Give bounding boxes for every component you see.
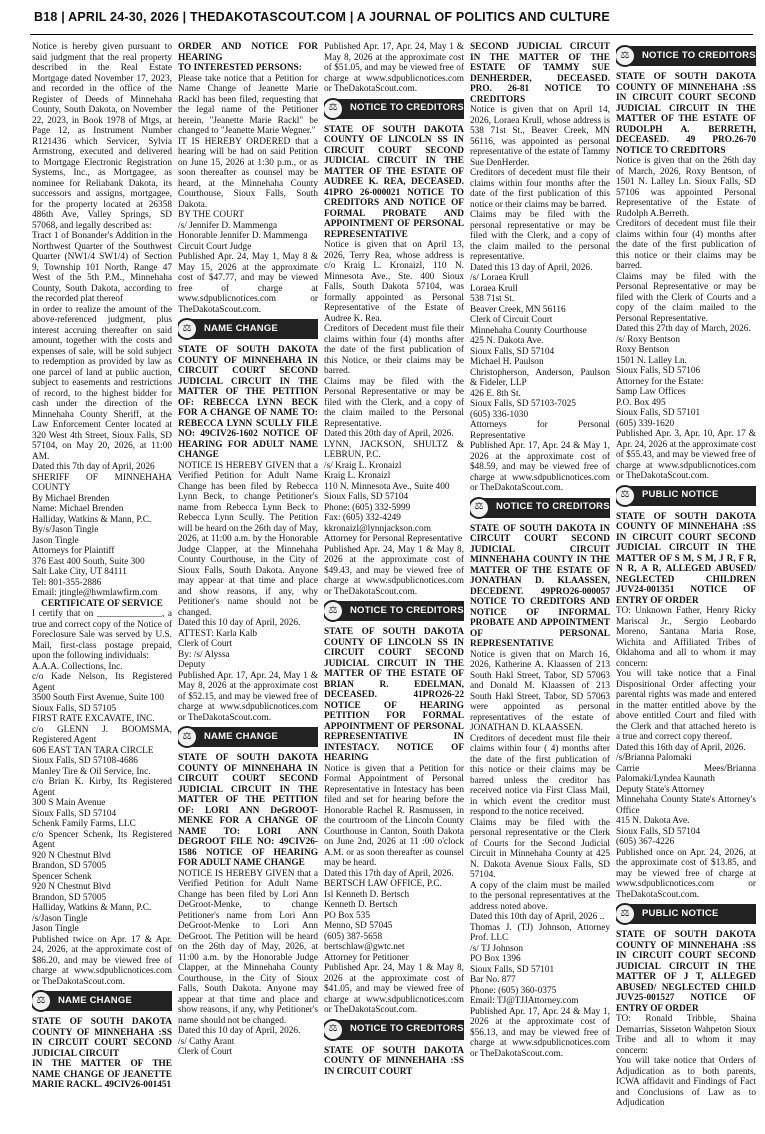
notice-paragraph: By/s/Jason Tingle bbox=[32, 525, 99, 535]
notice-paragraph: Phone: (605) 360-0375 bbox=[470, 985, 557, 996]
notice-paragraph: Sioux Falls, SD 57104 bbox=[616, 826, 701, 837]
notice-paragraph: Email: jtingle@hwmlawfirm.com bbox=[32, 588, 158, 598]
notice-paragraph: NOTICE IS HEREBY GIVEN that a Verified Petition for Adult Name Change has been filed by Rebecca Lynn Beck, to change Petitioner's name from Rebecca Lynn Beck to Rebecca Lynn Scully. The Petition will be heard on the 26th day of May, 2026, at 11:00 a.m. by the Honorable Judge Clapper, at the Minnehaha County Courthouse, in the City of Sioux Falls, South Dakota. Anyone may appear at that time and place and show reasons, if any, why Petitioner's name should not be changed. bbox=[178, 460, 318, 618]
scales-of-justice-icon: ⚖ bbox=[616, 45, 636, 67]
notice-paragraph: Thomas J. (TJ) Johnson, Attorney Prof. LLC bbox=[470, 922, 610, 943]
notice-paragraph: Published Apr. 17, Apr. 24, May 1 & May 8, 2026 at the approximate cost of $51.05, and may be viewed free of charge at www.sdpublicnotices.com or TheDakotaScout.com. bbox=[324, 42, 464, 94]
notice-paragraph: /s/Jason Tingle bbox=[32, 913, 88, 924]
notice-paragraph: Clerk of Court bbox=[178, 639, 233, 649]
notice-paragraph: Brandon, SD 57005 bbox=[32, 861, 107, 871]
notice-paragraph: Sioux Falls, SD 57104 bbox=[32, 808, 117, 819]
notice-paragraph: Please take notice that a Petition for Name Change of Jeanette Marie Rackl has been filed, requesting that the legal name of the Petitioner herein, "Jeanette Marie Rackl" be changed to "Jeanette Marie Wegner." bbox=[178, 73, 318, 136]
notice-paragraph: Notice is given that on April 14, 2026, Loraea Krull, whose address is 538 71st St., Beaver Creek, MN 56116, was appointed as personal representative of the estate of Tammy Sue DenHerder. bbox=[470, 105, 610, 168]
column-1 bbox=[32, 42, 172, 1128]
notice-paragraph: Dated this 7th day of April, 2026 bbox=[32, 462, 155, 472]
notice-heading: STATE OF SOUTH DAKOTA COUNTY OF MINNEHAHA :SS IN CIRCUIT COURT bbox=[324, 1045, 464, 1077]
notice-paragraph: Email: TJ@TJJAttorney.com bbox=[470, 996, 579, 1006]
notice-paragraph: Beaver Creek, MN 56116 bbox=[470, 304, 566, 315]
notice-paragraph: NOTICE IS HEREBY GIVEN that a Verified Petition for Adult Name Change has been filed by Lori Ann DeGroot-Menke, to change Petitioner's name from Lori Ann DeGroot-Menke to Lori Ann DeGroot. The Petition will be heard on the 26th day of May, 2026, at 11:00 a.m. by the Honorable Judge Clapper, at the Minnehaha County Courthouse, in the City of Sioux Falls, South Dakota. Anyone may appear at that time and place and show reasons, if any, why Petitioner's name should not be changed. bbox=[178, 868, 318, 1026]
notice-paragraph: Sioux Falls, SD 57104 bbox=[470, 346, 555, 357]
notice-paragraph: Published Apr. 17, Apr. 24, May 1 & May 8, 2026 at the approximate cost of $52.15, and may be viewed free of charge at www.sdpublicnotices.com or TheDakotaScout.com. bbox=[178, 670, 318, 723]
scales-of-justice-icon: ⚖ bbox=[324, 1019, 344, 1041]
notice-heading: STATE OF SOUTH DAKOTA COUNTY OF MINNEHAHA :SS IN CIRCUIT COURT SECOND JUDICIAL CIRCUIT bbox=[32, 1017, 172, 1059]
notice-paragraph: Attorney for Petitioner bbox=[324, 952, 409, 963]
section-band bbox=[616, 46, 756, 66]
notice-paragraph: (605) 339-1620 bbox=[616, 418, 675, 429]
notice-paragraph: 606 EAST TAN TARA CIRCLE bbox=[32, 745, 154, 756]
notice-paragraph: Sioux Falls, SD 57101 bbox=[470, 964, 555, 975]
notice-paragraph: Creditors of decedent must file their claims within four ( 4) months after the date of the first publication of this notice or their claims may be barred unless the creditor has received notice via First Class Mail, in which event the creditor must respond to the notice received. bbox=[470, 733, 610, 817]
notice-paragraph: By Michael Brenden bbox=[32, 493, 110, 504]
notice-paragraph: 538 71st St. bbox=[470, 294, 515, 304]
notice-paragraph: Manley Tire & Oil Service, Inc. bbox=[32, 766, 151, 777]
notice-paragraph: 110 N. Minnesota Ave., Suite 400 bbox=[324, 481, 450, 492]
notice-heading: STATE OF SOUTH DAKOTA COUNTY OF MINNEHAHA :SS IN CIRCUIT COURT SECOND JUDICIAL CIRCUIT IN THE MATTER OF S M, S M, J R, F R, N R, A R, ALLEGED ABUSED/ NEGLECTED CHILDREN JUV24-001351 NOTICE OF ENTRY OF ORDER bbox=[616, 511, 756, 606]
scales-of-justice-icon: ⚖ bbox=[616, 485, 636, 507]
notice-heading: STATE OF SOUTH DAKOTA COUNTY OF LINCOLN SS IN CIRCUIT COURT SECOND JUDICIAL CIRCUIT IN THE MATTER OF THE ESTATE OF BRIAN R. EDELMAN, DECEASED. 41PRO26-22 NOTICE OF HEARING PETITION FOR FORMAL APPOINTMENT OF PERSONAL REPRESENTATIVE IN INTESTACY. NOTICE OF HEARING bbox=[324, 627, 464, 763]
notice-paragraph: Published twice on Apr. 17 & Apr. 24, 2026, at the approximate cost of $86.20, and may be viewed free of charge at www.sdpublicnotices.com or TheDakotaScout.com. bbox=[32, 934, 172, 987]
notice-paragraph: c/o Brian K. Kirby, Its Registered Agent bbox=[32, 777, 172, 798]
notice-paragraph: Dated this 16th day of April, 2026. bbox=[616, 742, 746, 753]
notice-paragraph: 425 N. Dakota Ave. bbox=[470, 336, 544, 346]
notice-paragraph: Carrie Mees/Brianna Palomaki/Lyndea Kaunath bbox=[616, 763, 756, 784]
notice-paragraph: Published Apr. 24, May 1 & May 8, 2026 at the approximate cost of $49.43, and may be viewed free of charge at www.sdpublicnotices.com or TheDakotaScout.com. bbox=[324, 544, 464, 597]
column-4 bbox=[470, 42, 610, 1128]
section-band bbox=[178, 319, 318, 339]
notice-paragraph: Claims may be filed with the personal representative or the Clerk of Courts for the Second Judicial Circuit in Minnehaha County at 425 N. Dakota Avenue Sioux Falls, SD 57104. bbox=[470, 817, 610, 880]
notice-paragraph: Spencer Schenk bbox=[32, 871, 92, 882]
notice-paragraph: BY THE COURT bbox=[178, 210, 245, 220]
notice-paragraph: BERTSCH LAW OFFICE, P.C. bbox=[324, 879, 442, 889]
notice-heading: IN THE MATTER OF THE NAME CHANGE OF JEANETTE MARIE RACKL. 49CIV26-001451 bbox=[32, 1059, 172, 1090]
notice-paragraph: Claims may be filed with the Personal Representative or may be filed with the Clerk, and a copy of the claim mailed to the Personal Representative. bbox=[324, 376, 464, 429]
notice-paragraph: Notice is hereby given pursuant to said judgment that the real property described in the Real Estate Mortgage dated November 17, 2023, and recorded in the office of the Register of Deeds of Minnehaha County, South Dakota, on November 22, 2023, in Book 1978 of Mtgs, at Page 12, as Instrument Number R121436 which Servicer, Sylvia Armstrong, executed and delivered to Mortgage Electronic Registration Systems, Inc., as Mortgagee, as nominee for Reliabank Dakota, its successors and assigns, mortgagee, for the property located at 26358 486th Ave, Valley Springs, SD 57068, and legally described as: bbox=[32, 42, 172, 231]
notice-paragraph: Attorneys for Personal Representative bbox=[470, 420, 610, 441]
scales-of-justice-icon: ⚖ bbox=[32, 990, 52, 1012]
notice-paragraph: Sioux Falls, SD 57106 bbox=[616, 366, 701, 376]
notice-paragraph: Notice is given that a Petition for Formal Appointment of Personal Representative in Intestacy has been filed and set for hearing before the Honorable Rachel R. Rasmussen, in the courtroom of the Lincoln County Courthouse in Canton, South Dakota on June 2nd, 2026 at 11 :00 o'clock A.M. or as soon thereafter as counsel may be heard. bbox=[324, 763, 464, 868]
header-rule bbox=[30, 34, 753, 35]
notice-paragraph: Attorney for Personal Representative bbox=[324, 534, 463, 544]
notice-paragraph: ATTEST: Karla Kalb bbox=[178, 628, 258, 639]
notice-paragraph: in order to realize the amount of the above-referenced judgment, plus interest accruing thereafter on said amount, together with the costs and expenses of sale, will be sold subject to redemption as provided by law as one parcel of land at public auction, subject to easements and restrictions of record, to the highest bidder for cash under the direction of the Minnehaha County Sheriff, at the Law Enforcement Center located at 320 West 4th Street, Sioux Falls, SD 57104, on May 20, 2026, at 11:00 AM. bbox=[32, 304, 172, 462]
notice-paragraph: You will take notice that a Final Dispositional Order affecting your parental rights was made and entered in the matter entitled above by the above entitled Court and filed with the Clerk and that attached hereto is a true and correct copy thereof. bbox=[616, 669, 756, 742]
notice-paragraph: Dated this 17th day of April, 2026. bbox=[324, 868, 454, 879]
notice-paragraph: Published Apr. 3, Apr. 10, Apr. 17 & Apr. 24, 2026 at the approximate cost of $55.43, and may be viewed free of charge at www.sdpublicnotices.com or TheDakotaScout.com. bbox=[616, 429, 756, 481]
notice-paragraph: CERTIFICATE OF SERVICE bbox=[41, 598, 163, 609]
notice-paragraph: (605) 387-5658 bbox=[324, 931, 383, 942]
scales-of-justice-icon: ⚖ bbox=[178, 726, 198, 748]
notice-paragraph: Dated this 10th day of April, 2026 .. bbox=[470, 912, 605, 922]
notice-paragraph: 1501 N. Lalley Ln. bbox=[616, 355, 688, 366]
notice-heading: STATE OF SOUTH DAKOTA COUNTY OF MINNEHAHA :SS IN CIRCUIT COURT SECOND JUDICIAL CIRCUIT IN THE MATTER OF THE ESTATE OF RUDOLPH A. BERRETH, DECEASED. 49 PRO.26-70 NOTICE TO CREDITORS bbox=[616, 72, 756, 156]
notice-paragraph: Deputy State's Attorney bbox=[616, 784, 705, 795]
notice-paragraph: Sioux Falls, SD 57103-7025 bbox=[470, 399, 576, 409]
notice-paragraph: Sioux Falls, SD 57104 bbox=[324, 492, 409, 502]
notice-paragraph: IT IS HEREBY ORDERED that a hearing will be had on said Petition on June 15, 2026 at 1:30 p.m., or as soon thereafter as counsel may be heard, at the Minnehaha County Courthouse, Sioux Falls, South Dakota. bbox=[178, 136, 318, 210]
notice-paragraph: Christopherson, Anderson, Paulson & Fideler, LLP bbox=[470, 367, 610, 388]
notice-heading: ORDER AND NOTICE FOR HEARING bbox=[178, 42, 318, 63]
notice-paragraph: kkronaizl@lynnjackson.com bbox=[324, 523, 431, 534]
notice-paragraph: 426 E. 8th St. bbox=[470, 388, 521, 399]
notice-heading: STATE OF SOUTH DAKOTA COUNTY OF MINNEHAHA IN CIRCUIT COURT SECOND JUDICIAL CIRCUIT IN THE MATTER OF THE PETITION OF: REBECCA LYNN BECK FOR A CHANGE OF NAME TO: REBECCA LYNN SCULLY FILE NO: 49CIV26-1602 NOTICE OF HEARING FOR ADULT NAME CHANGE bbox=[178, 345, 318, 460]
notice-paragraph: Dated this 20th day of April, 2026. bbox=[324, 429, 454, 439]
page-header bbox=[0, 0, 765, 40]
scales-of-justice-icon: ⚖ bbox=[324, 98, 344, 120]
notice-paragraph: 3500 South First Avenue, Suite 100 bbox=[32, 693, 165, 703]
notice-paragraph: Dated this 27th day of March, 2026. bbox=[616, 324, 751, 334]
notice-paragraph: Dated this 13 day of April, 2026. bbox=[470, 262, 593, 273]
notice-paragraph: 920 N Chestnut Blvd bbox=[32, 882, 111, 892]
notice-paragraph: Menno, SD 57045 bbox=[324, 921, 393, 931]
section-band-label: NAME CHANGE bbox=[58, 994, 132, 1006]
notice-paragraph: Creditors of Decedent must file their claims within four (4) months after the date of the first publication of this Notice, or their claims may be barred. bbox=[324, 324, 464, 376]
notice-paragraph: Halliday, Watkins & Mann, P.C. bbox=[32, 903, 152, 913]
notice-paragraph: Claims may be filed with the personal representative or may be filed with the Clerk, and a copy of the claim mailed to the personal representative. bbox=[470, 210, 610, 262]
notice-paragraph: Sioux Falls, SD 57108-4686 bbox=[32, 756, 138, 766]
notice-paragraph: Jason Tingle bbox=[32, 924, 79, 934]
notice-paragraph: /s/ Loraea Krull bbox=[470, 273, 529, 283]
notice-paragraph: /s/ Jennifer D. Mammenga bbox=[178, 220, 278, 231]
notice-paragraph: Published Apr. 24, May 1 & May 8, 2026 at the approximate cost of $41.05, and may be viewed free of charge at www.sdpublicnotices.com or TheDakotaScout.com. bbox=[324, 963, 464, 1015]
column-3 bbox=[324, 42, 464, 1128]
notice-heading: STATE OF SOUTH DAKOTA COUNTY OF LINCOLN SS IN CIRCUIT COURT SECOND JUDICIAL CIRCUIT IN THE MATTER OF THE ESTATE OF AUDREE K. REA, DECEASED. 41PRO 26-000021 NOTICE TO CREDITORS AND NOTICE OF FORMAL PROBATE AND APPOINTMENT OF PERSONAL REPRESENTATIVE bbox=[324, 124, 464, 240]
notice-paragraph: Notice is given that on April 13, 2026, Terry Rea, whose address is c/o Kraig L. Kronaizl, 110 N. Minnesota Ave., Ste. 400 Sioux Falls, South Dakota 57104, was formally appointed as Personal Representative of the Estate of Audree K. Rea. bbox=[324, 240, 464, 324]
notice-paragraph: 300 S Main Avenue bbox=[32, 798, 106, 808]
section-band-label: NOTICE TO CREDITORS bbox=[496, 501, 610, 513]
notice-paragraph: FIRST RATE EXCAVATE, INC. bbox=[32, 714, 155, 724]
notice-paragraph: Salt Lake City, UT 84111 bbox=[32, 567, 127, 577]
notice-paragraph: A copy of the claim must be mailed to the personal representatives at the address noted above. bbox=[470, 880, 610, 912]
notice-paragraph: Circuit Court Judge bbox=[178, 241, 252, 252]
notice-paragraph: Tract 1 of Bonander's Addition in the Northwest Quarter of the Southwest Quarter (NW1/4 SW1/4) of Section 9, Township 101 North, Range 47 West of the 5th P.M., Minnehaha County, South Dakota, according to the recorded plat thereof bbox=[32, 231, 172, 304]
notice-heading: STATE OF SOUTH DAKOTA COUNTY OF MINNEHAHA IN CIRCUIT COURT SECOND JUDICIAL CIRCUIT IN THE MATTER OF THE PETITION OF: LORI ANN DeGROOT-MENKE FOR A CHANGE OF NAME TO: LORI ANN DEGROOT FILE NO: 49CIV26-1586 NOTICE OF HEARING FOR ADULT NAME CHANGE bbox=[178, 753, 318, 868]
section-band-label: NAME CHANGE bbox=[204, 730, 278, 742]
notice-paragraph: Minnehaha County Courthouse bbox=[470, 325, 587, 336]
notice-paragraph: 376 East 400 South, Suite 300 bbox=[32, 556, 145, 567]
notice-paragraph: You will take notice that Orders of Adjudication as to both parents, ICWA affidavit and Findings of Fact and Conclusions of Law as to Adjudication bbox=[616, 1056, 756, 1108]
section-band bbox=[324, 1020, 464, 1040]
section-band bbox=[616, 904, 756, 924]
notice-paragraph: bertschlaw@gwtc.net bbox=[324, 942, 405, 952]
notice-paragraph: Creditors of decedent must file their claims within four (4) months after the date of the first publication of this notice or their claims may be barred. bbox=[616, 219, 756, 271]
notice-paragraph: /s/Brianna Palomaki bbox=[616, 753, 692, 763]
notice-paragraph: Notice is given that on the 26th day of March, 2026, Roxy Bentson, of 1501 N. Lalley Ln. Sioux Falls, SD 57106 was appointed Personal Representative of the Estate of Rudolph A.Berreth. bbox=[616, 156, 756, 219]
section-band bbox=[324, 601, 464, 621]
notice-paragraph: Claims may be filed with the Personal Representative or may be filed with the Clerk of Courts and a copy of the claim mailed to the Personal Representative. bbox=[616, 271, 756, 324]
column-5 bbox=[616, 42, 756, 1128]
notice-paragraph: c/o Kade Nelson, Its Registered Agent bbox=[32, 672, 172, 693]
notice-paragraph: Tel: 801-355-2886 bbox=[32, 577, 102, 588]
notice-paragraph: By: /s/ Alyssa bbox=[178, 649, 230, 660]
section-band-label: NAME CHANGE bbox=[204, 322, 278, 334]
notice-paragraph: TO: Unknown Father, Henry Ricky Mariscal Jr., Sergio Leobardo Moreno, Santana Maria Rose, Wichita and Affiliated Tribes of Oklahoma and all to whom it may concern: bbox=[616, 606, 756, 669]
notice-paragraph: Dated this 10 day of April, 2026. bbox=[178, 1026, 301, 1036]
notice-paragraph: PO Box 1396 bbox=[470, 954, 521, 964]
notice-paragraph: /s/ Kraig L. Kronaizl bbox=[324, 460, 402, 471]
notice-paragraph: Published Apr. 24, May 1, May 8 & May 15, 2026 at the approximate cost of $47.77, and may be viewed free of charge at www.sdpublicnotices.com or TheDakotaScout.com. bbox=[178, 252, 318, 315]
notice-paragraph: P.O. Box 495 bbox=[616, 397, 666, 408]
notice-paragraph: Dated this 10 day of April, 2026. bbox=[178, 618, 301, 628]
notice-paragraph: (605) 367-4226 bbox=[616, 837, 675, 847]
notice-paragraph: Notice is given that on March 16, 2026, Katherine A. Klaassen of 213 South Hakl Street, Tabor, SD 57063 and Donald M. Klaassen of 213 South Hakl Street, Tabor, SD 57063 were appointed as personal representatives of the estate of JONATHAN D. KLAASSEN. bbox=[470, 649, 610, 733]
notice-paragraph: Clerk of Court bbox=[178, 1047, 233, 1057]
notice-paragraph: Roxy Bentson bbox=[616, 345, 669, 355]
notice-paragraph: (605) 336-1030 bbox=[470, 409, 529, 420]
scales-of-justice-icon: ⚖ bbox=[324, 600, 344, 622]
notice-paragraph: Schenk Family Farms, LLC bbox=[32, 819, 136, 829]
notice-heading: TO INTERESTED PERSONS: bbox=[178, 63, 302, 73]
scales-of-justice-icon: ⚖ bbox=[470, 497, 490, 519]
notice-paragraph: PO Box 535 bbox=[324, 910, 370, 921]
notice-paragraph: Jason Tingle bbox=[32, 535, 79, 546]
section-band-label: NOTICE TO CREDITORS bbox=[350, 604, 464, 616]
notice-heading: SECOND JUDICIAL CIRCUIT IN THE MATTER OF THE ESTATE OF TAMMY SUE DENHERDER, DECEASED. PRO. 26-81 NOTICE TO CREDITORS bbox=[470, 42, 610, 105]
scales-of-justice-icon: ⚖ bbox=[616, 903, 636, 925]
notice-paragraph: Brandon, SD 57005 bbox=[32, 892, 107, 903]
notice-heading: STATE OF SOUTH DAKOTA IN CIRCUIT COURT SECOND JUDICIAL CIRCUIT MINNEHAHA COUNTY IN THE MATTER OF THE ESTATE OF JONATHAN D. KLAASSEN, DECEDENT. 49PRO26-000057 NOTICE TO CREDITORS AND NOTICE OF INFORMAL PROBATE AND APPOINTMENT OF PERSONAL REPRESENTATIVE bbox=[470, 523, 610, 649]
notice-paragraph: /s/ TJ Johnson bbox=[470, 943, 524, 954]
section-band-label: PUBLIC NOTICE bbox=[642, 489, 719, 501]
section-band bbox=[324, 99, 464, 119]
section-band-label: NOTICE TO CREDITORS bbox=[350, 102, 464, 114]
notice-paragraph: 415 N. Dakota Ave. bbox=[616, 816, 690, 826]
section-band bbox=[616, 486, 756, 506]
notice-paragraph: Attorneys for Plaintiff bbox=[32, 546, 115, 556]
section-band bbox=[470, 498, 610, 518]
section-band bbox=[32, 991, 172, 1011]
notice-paragraph: /s/ Cathy Arant bbox=[178, 1036, 235, 1047]
section-band-label: NOTICE TO CREDITORS bbox=[350, 1023, 464, 1035]
notice-paragraph: /s/ Roxy Bentson bbox=[616, 334, 681, 345]
notice-paragraph: Kenneth D. Bertsch bbox=[324, 900, 398, 910]
notice-paragraph: TO: Ronald Tribble, Shaina Demarrias, Sisseton Wahpeton Sioux Tribe and all to whom it may concern: bbox=[616, 1014, 756, 1056]
notice-paragraph: Michael H. Paulson bbox=[470, 357, 544, 367]
notice-paragraph: A.A.A. Collections, Inc. bbox=[32, 661, 123, 672]
notice-paragraph: LYNN, JACKSON, SHULTZ & LEBRUN, P.C. bbox=[324, 439, 464, 460]
notice-paragraph: Sioux Falls, SD 57101 bbox=[616, 408, 701, 418]
notice-paragraph: Isl Kenneth D. Bertsch bbox=[324, 889, 410, 900]
notice-paragraph: Halliday, Watkins & Mann, P.C. bbox=[32, 514, 152, 525]
notice-paragraph: c/o Spencer Schenk, Its Registered Agent bbox=[32, 829, 172, 850]
notice-paragraph: c/o GLENN J. BOOMSMA, Registered Agent bbox=[32, 724, 172, 745]
notice-paragraph: Honorable Jennifer D. Mammenga bbox=[178, 231, 308, 241]
column-2 bbox=[178, 42, 318, 1128]
notice-paragraph: Sioux Falls, SD 57105 bbox=[32, 703, 117, 714]
notice-paragraph: Clerk of Circuit Court bbox=[470, 315, 553, 325]
notice-paragraph: I certify that on ______________, a true and correct copy of the Notice of Foreclosure Sale was served by U.S. Mail, first-class postage prepaid, upon the following individuals: bbox=[32, 609, 172, 661]
notice-paragraph: Bar No. 877 bbox=[470, 975, 516, 985]
notice-paragraph: Deputy bbox=[178, 660, 206, 670]
section-band-label: PUBLIC NOTICE bbox=[642, 907, 719, 919]
notice-paragraph: Published Apr. 17, Apr. 24 & May 1, 2026 at the approximate cost of $56.13, and may be viewed free of charge at www.sdpublicnotices.com or TheDakotaScout.com. bbox=[470, 1006, 610, 1059]
notice-paragraph: Loraea Krull bbox=[470, 283, 518, 294]
notice-paragraph: Fax: (605) 332-4249 bbox=[324, 513, 401, 523]
section-band-label: NOTICE TO CREDITORS bbox=[642, 49, 756, 61]
notice-paragraph: Published once on Apr. 24, 2026, at the approximate cost of $13.85, and may be viewed free of charge at www.sdpublicnotices.com or TheDakotaScout.com. bbox=[616, 847, 756, 900]
notice-paragraph: Kraig L. Kronaizl bbox=[324, 471, 391, 481]
notice-paragraph: Name: Michael Brenden bbox=[32, 504, 124, 514]
notice-paragraph: Minnehaha County State's Attorney's Office bbox=[616, 795, 756, 816]
notice-paragraph: Samp Law Offices bbox=[616, 387, 686, 397]
notice-paragraph: Attorney for the Estate: bbox=[616, 376, 704, 387]
notice-paragraph: Creditors of decedent must file their claims within four months after the date of the first publication of this notice or their claims may be barred. bbox=[470, 168, 610, 210]
scales-of-justice-icon: ⚖ bbox=[178, 318, 198, 340]
notice-paragraph: 920 N Chestnut Blvd bbox=[32, 850, 111, 861]
notice-heading: STATE OF SOUTH DAKOTA COUNTY OF MINNEHAHA :SS IN CIRCUIT COURT SECOND JUDICIAL CIRCUIT IN THE MATTER OF J T, ALLEGED ABUSED/ NEGLECTED CHILD JUV25-001527 NOTICE OF ENTRY OF ORDER bbox=[616, 930, 756, 1014]
notice-paragraph: Published Apr. 17, Apr. 24 & May 1, 2026 at the approximate cost of $48.59, and may be viewed free of charge at www.sdpublicnotices.com or TheDakotaScout.com. bbox=[470, 441, 610, 493]
notice-paragraph: Phone: (605) 332-5999 bbox=[324, 502, 411, 513]
header-text: B18 | APRIL 24-30, 2026 | THEDAKOTASCOUT.COM | A JOURNAL OF POLITICS AND CULTURE bbox=[34, 10, 610, 24]
section-band bbox=[178, 727, 318, 747]
notice-paragraph: SHERIFF OF MINNEHAHA COUNTY bbox=[32, 472, 172, 493]
